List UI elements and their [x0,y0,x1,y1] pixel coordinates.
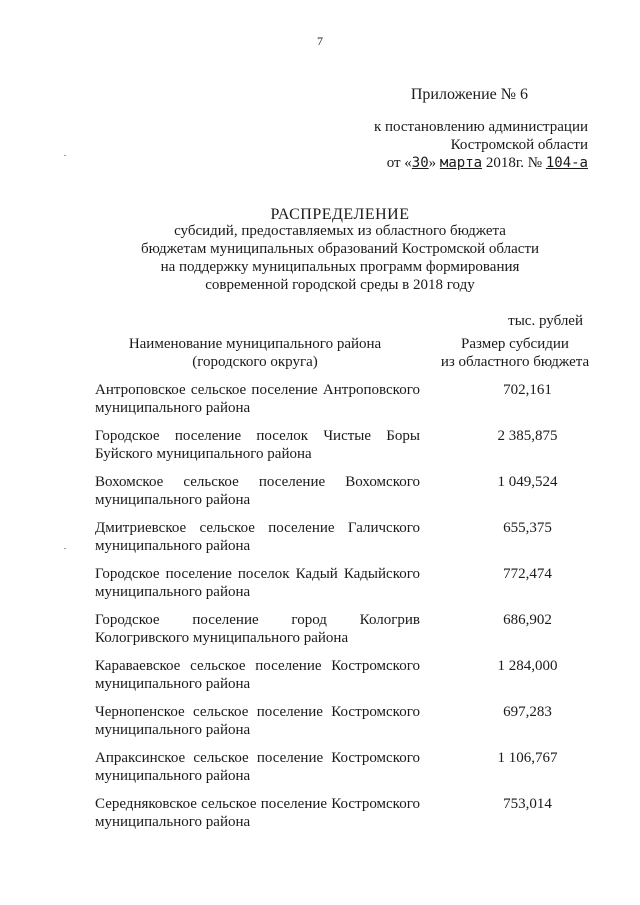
decree-day: 30 [411,155,429,171]
subsidy-amount: 753,014 [503,796,552,812]
subsidy-amount: 1 106,767 [497,750,558,766]
decree-number: 104-а [545,155,588,171]
table-row [95,381,605,427]
decree-line-2: Костромской области [450,137,588,153]
scan-speck [64,155,66,156]
municipality-name: Городское поселение поселок Чистые Боры Буйского муниципального района [95,428,420,462]
table-row [95,519,605,565]
municipality-name: Городское поселение город Кологрив Кологривского муниципального района [95,612,420,646]
appendix-label: Приложение № 6 [410,86,528,103]
decree-month: марта [439,155,483,171]
municipality-name: Антроповское сельское поселение Антроповского муниципального района [95,382,420,416]
municipality-name: Чернопенское сельское поселение Костромского муниципального района [95,704,420,738]
document-subtitle [90,222,590,294]
municipality-name: Апраксинское сельское поселение Костромского муниципального района [95,750,420,784]
subtitle-line: современной городской среды в 2018 году [205,277,475,293]
subsidy-amount: 1 049,524 [497,474,558,490]
table-row [95,703,605,749]
subsidy-amount: 702,161 [503,382,552,398]
subtitle-line: бюджетам муниципальных образований Костромской области [140,241,540,257]
page-number: 7 [317,34,323,48]
document-title: РАСПРЕДЕЛЕНИЕ [270,206,410,223]
municipality-name: Вохомское сельское поселение Вохомского муниципального района [95,474,420,508]
subsidy-amount: 697,283 [503,704,552,720]
subsidy-amount: 772,474 [503,566,552,582]
table-row [95,657,605,703]
column-header-amount [420,335,610,371]
scan-speck [64,548,66,549]
units-label: тыс. рублей [508,313,583,329]
column-header-amount-line: Размер субсидии [461,336,569,352]
subtitle-line: на поддержку муниципальных программ формирования [160,259,520,275]
table-row [95,473,605,519]
table-row [95,565,605,611]
table-row [95,611,605,657]
municipality-name: Середняковское сельское поселение Костромского муниципального района [95,796,420,830]
decree-date [300,154,588,172]
decree-reference [300,118,588,172]
column-header-name [90,335,420,371]
subtitle-line: субсидий, предоставляемых из областного бюджета [174,223,506,239]
municipality-name: Караваевское сельское поселение Костромского муниципального района [95,658,420,692]
decree-date-prefix: от « [386,155,412,171]
table-row [95,427,605,473]
decree-line-1: к постановлению администрации [373,119,588,135]
column-header-name-line: Наименование муниципального района [128,336,382,352]
table-row [95,795,605,841]
table-row [95,749,605,795]
municipality-name: Городское поселение поселок Кадый Кадыйского муниципального района [95,566,420,600]
decree-date-mid: » [428,155,437,171]
column-header-name-line: (городского округа) [192,354,318,370]
column-header-amount-line: из областного бюджета [440,354,590,370]
subsidy-amount: 686,902 [503,612,552,628]
subsidy-table [95,381,605,841]
decree-year: 2018г. № [485,155,543,171]
subsidy-amount: 2 385,875 [497,428,558,444]
subsidy-amount: 1 284,000 [497,658,558,674]
subsidy-amount: 655,375 [503,520,552,536]
municipality-name: Дмитриевское сельское поселение Галичского муниципального района [95,520,420,554]
